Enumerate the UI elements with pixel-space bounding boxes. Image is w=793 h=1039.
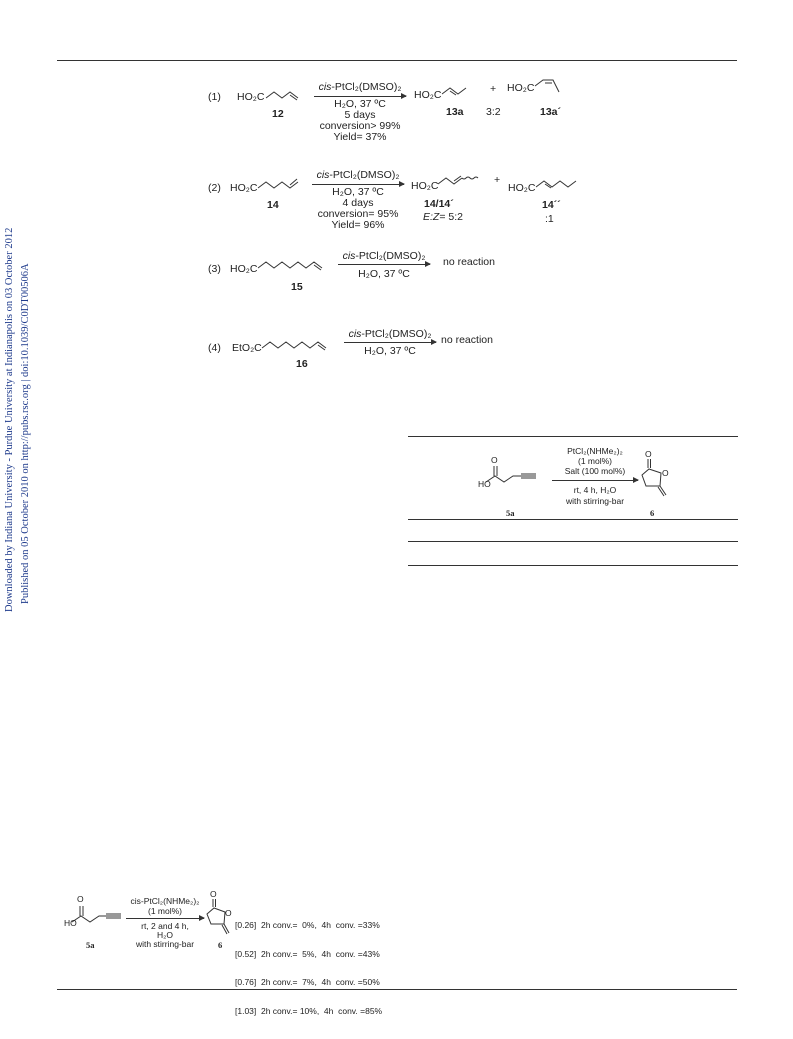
bottom-result-row: [1.03] 2h conv.= 10%, 4h conv. =85% bbox=[235, 1005, 383, 1016]
table-rule-2 bbox=[408, 519, 738, 520]
table-bottom-rule bbox=[408, 565, 738, 566]
table-product-ring-o: O bbox=[662, 468, 669, 478]
reaction-2-sm-formula: HO₂C bbox=[230, 182, 258, 194]
bottom-product-carbonyl-o: O bbox=[210, 889, 217, 899]
table-product-carbonyl-o: O bbox=[645, 449, 652, 459]
reaction-2-product2-label: 14´´ bbox=[542, 199, 561, 211]
bottom-sm-carbonyl-o: O bbox=[77, 894, 84, 904]
reaction-4-sm-structure bbox=[262, 334, 338, 354]
bottom-conditions: rt, 2 and 4 h, H₂O with stirring-bar bbox=[135, 921, 195, 949]
reaction-4-sm-formula: EtO₂C bbox=[232, 342, 262, 354]
download-sidebar bbox=[0, 0, 40, 1039]
table-arrow bbox=[552, 480, 638, 481]
table-product-label: 6 bbox=[650, 508, 655, 518]
table-sm-hydroxyl: HO bbox=[478, 479, 491, 489]
bottom-reagents: cis-PtCl₂(NHMe₂)₂ (1 mol%) bbox=[130, 896, 200, 916]
bottom-result-row: [0.26] 2h conv.= 0%, 4h conv. =33% bbox=[235, 920, 380, 930]
reaction-2-ez-ratio: E:Z= 5:2 bbox=[423, 211, 463, 223]
reaction-3-arrow bbox=[338, 264, 430, 265]
bottom-sm-hydroxyl: HO bbox=[64, 918, 77, 928]
reaction-1-product1-formula: HO₂C bbox=[414, 89, 442, 101]
reaction-1-catalyst: cis-PtCl₂(DMSO)₂ bbox=[318, 81, 402, 93]
reaction-3-number: (3) bbox=[208, 263, 221, 275]
reaction-4-sm-label: 16 bbox=[296, 358, 308, 370]
table-reagents: PtCl₂(NHMe₂)₂ (1 mol%) Salt (100 mol%) bbox=[564, 446, 626, 476]
bottom-product-structure bbox=[204, 896, 238, 940]
reaction-1-arrow bbox=[314, 96, 406, 97]
table-sm-carbonyl-o: O bbox=[491, 455, 498, 465]
reaction-4-conditions: H₂O, 37 ºC bbox=[364, 345, 416, 357]
table-conditions: rt, 4 h, H₂O with stirring-bar bbox=[565, 485, 625, 506]
reaction-2-plus: + bbox=[494, 174, 501, 186]
reaction-2-product1-structure bbox=[438, 172, 486, 190]
table-top-rule bbox=[408, 436, 738, 437]
reaction-1-sm-formula: HO₂C bbox=[237, 91, 265, 103]
reaction-1-sm-label: 12 bbox=[272, 108, 284, 120]
reaction-3-catalyst: cis-PtCl₂(DMSO)₂ bbox=[342, 250, 426, 262]
bottom-sm-structure bbox=[66, 898, 126, 934]
reaction-2-product2-structure bbox=[536, 175, 584, 193]
reaction-3-sm-label: 15 bbox=[291, 281, 303, 293]
table-product-structure bbox=[638, 455, 678, 499]
reaction-1-sm-structure bbox=[266, 84, 306, 104]
reaction-2-product2-formula: HO₂C bbox=[508, 182, 536, 194]
reaction-2-number: (2) bbox=[208, 182, 221, 194]
reaction-1-ratio: 3:2 bbox=[486, 106, 501, 118]
reaction-3-conditions: H₂O, 37 ºC bbox=[358, 268, 410, 280]
reaction-1-number: (1) bbox=[208, 91, 221, 103]
bottom-arrow bbox=[126, 918, 204, 919]
bottom-results bbox=[235, 902, 382, 1035]
reaction-1-product2-label: 13a´ bbox=[540, 106, 562, 118]
reaction-2-catalyst: cis-PtCl₂(DMSO)₂ bbox=[316, 169, 400, 181]
footer-rule bbox=[57, 989, 737, 990]
reaction-1-product1-structure bbox=[442, 84, 472, 100]
reaction-1-product1-label: 13a bbox=[446, 106, 464, 118]
reaction-3-sm-formula: HO₂C bbox=[230, 263, 258, 275]
table-rule-3 bbox=[408, 541, 738, 542]
sidebar-download-line[interactable]: Downloaded by Indiana University - Purdue University at Indianapolis on 03 October 2012 bbox=[4, 227, 15, 612]
reaction-2-product1-formula: HO₂C bbox=[411, 180, 439, 192]
reaction-2-ratio: :1 bbox=[545, 213, 554, 225]
sidebar-published-line[interactable]: Published on 05 October 2010 on http://pubs.rsc.org | doi:10.1039/C0DT00506A bbox=[20, 263, 31, 604]
bottom-product-label: 6 bbox=[218, 940, 223, 950]
reaction-4-catalyst: cis-PtCl₂(DMSO)₂ bbox=[348, 328, 432, 340]
reaction-2-sm-label: 14 bbox=[267, 199, 279, 211]
reaction-4-result: no reaction bbox=[441, 334, 493, 346]
reaction-3-sm-structure bbox=[258, 254, 330, 274]
bottom-result-row: [0.76] 2h conv.= 7%, 4h conv. =50% bbox=[235, 977, 380, 987]
reaction-4-number: (4) bbox=[208, 342, 221, 354]
reaction-1-plus: + bbox=[490, 83, 497, 95]
reaction-4-arrow bbox=[344, 342, 436, 343]
reaction-2-sm-structure bbox=[258, 174, 306, 194]
bottom-sm-label: 5a bbox=[86, 940, 95, 950]
reaction-1-product2-structure bbox=[535, 76, 565, 98]
bottom-product-ring-o: O bbox=[225, 908, 232, 918]
reaction-1-conditions: H₂O, 37 ºC 5 days conversion> 99% Yield= 37% bbox=[319, 98, 401, 143]
reaction-2-conditions: H₂O, 37 ºC 4 days conversion= 95% Yield= 96% bbox=[317, 186, 399, 231]
header-rule bbox=[57, 60, 737, 61]
reaction-1-product2-formula: HO₂C bbox=[507, 82, 535, 94]
bottom-result-row: [0.52] 2h conv.= 5%, 4h conv. =43% bbox=[235, 948, 380, 959]
table-sm-label: 5a bbox=[506, 508, 515, 518]
reaction-2-product1-label: 14/14´ bbox=[424, 198, 454, 210]
reaction-3-result: no reaction bbox=[443, 256, 495, 268]
reaction-2-arrow bbox=[312, 184, 404, 185]
